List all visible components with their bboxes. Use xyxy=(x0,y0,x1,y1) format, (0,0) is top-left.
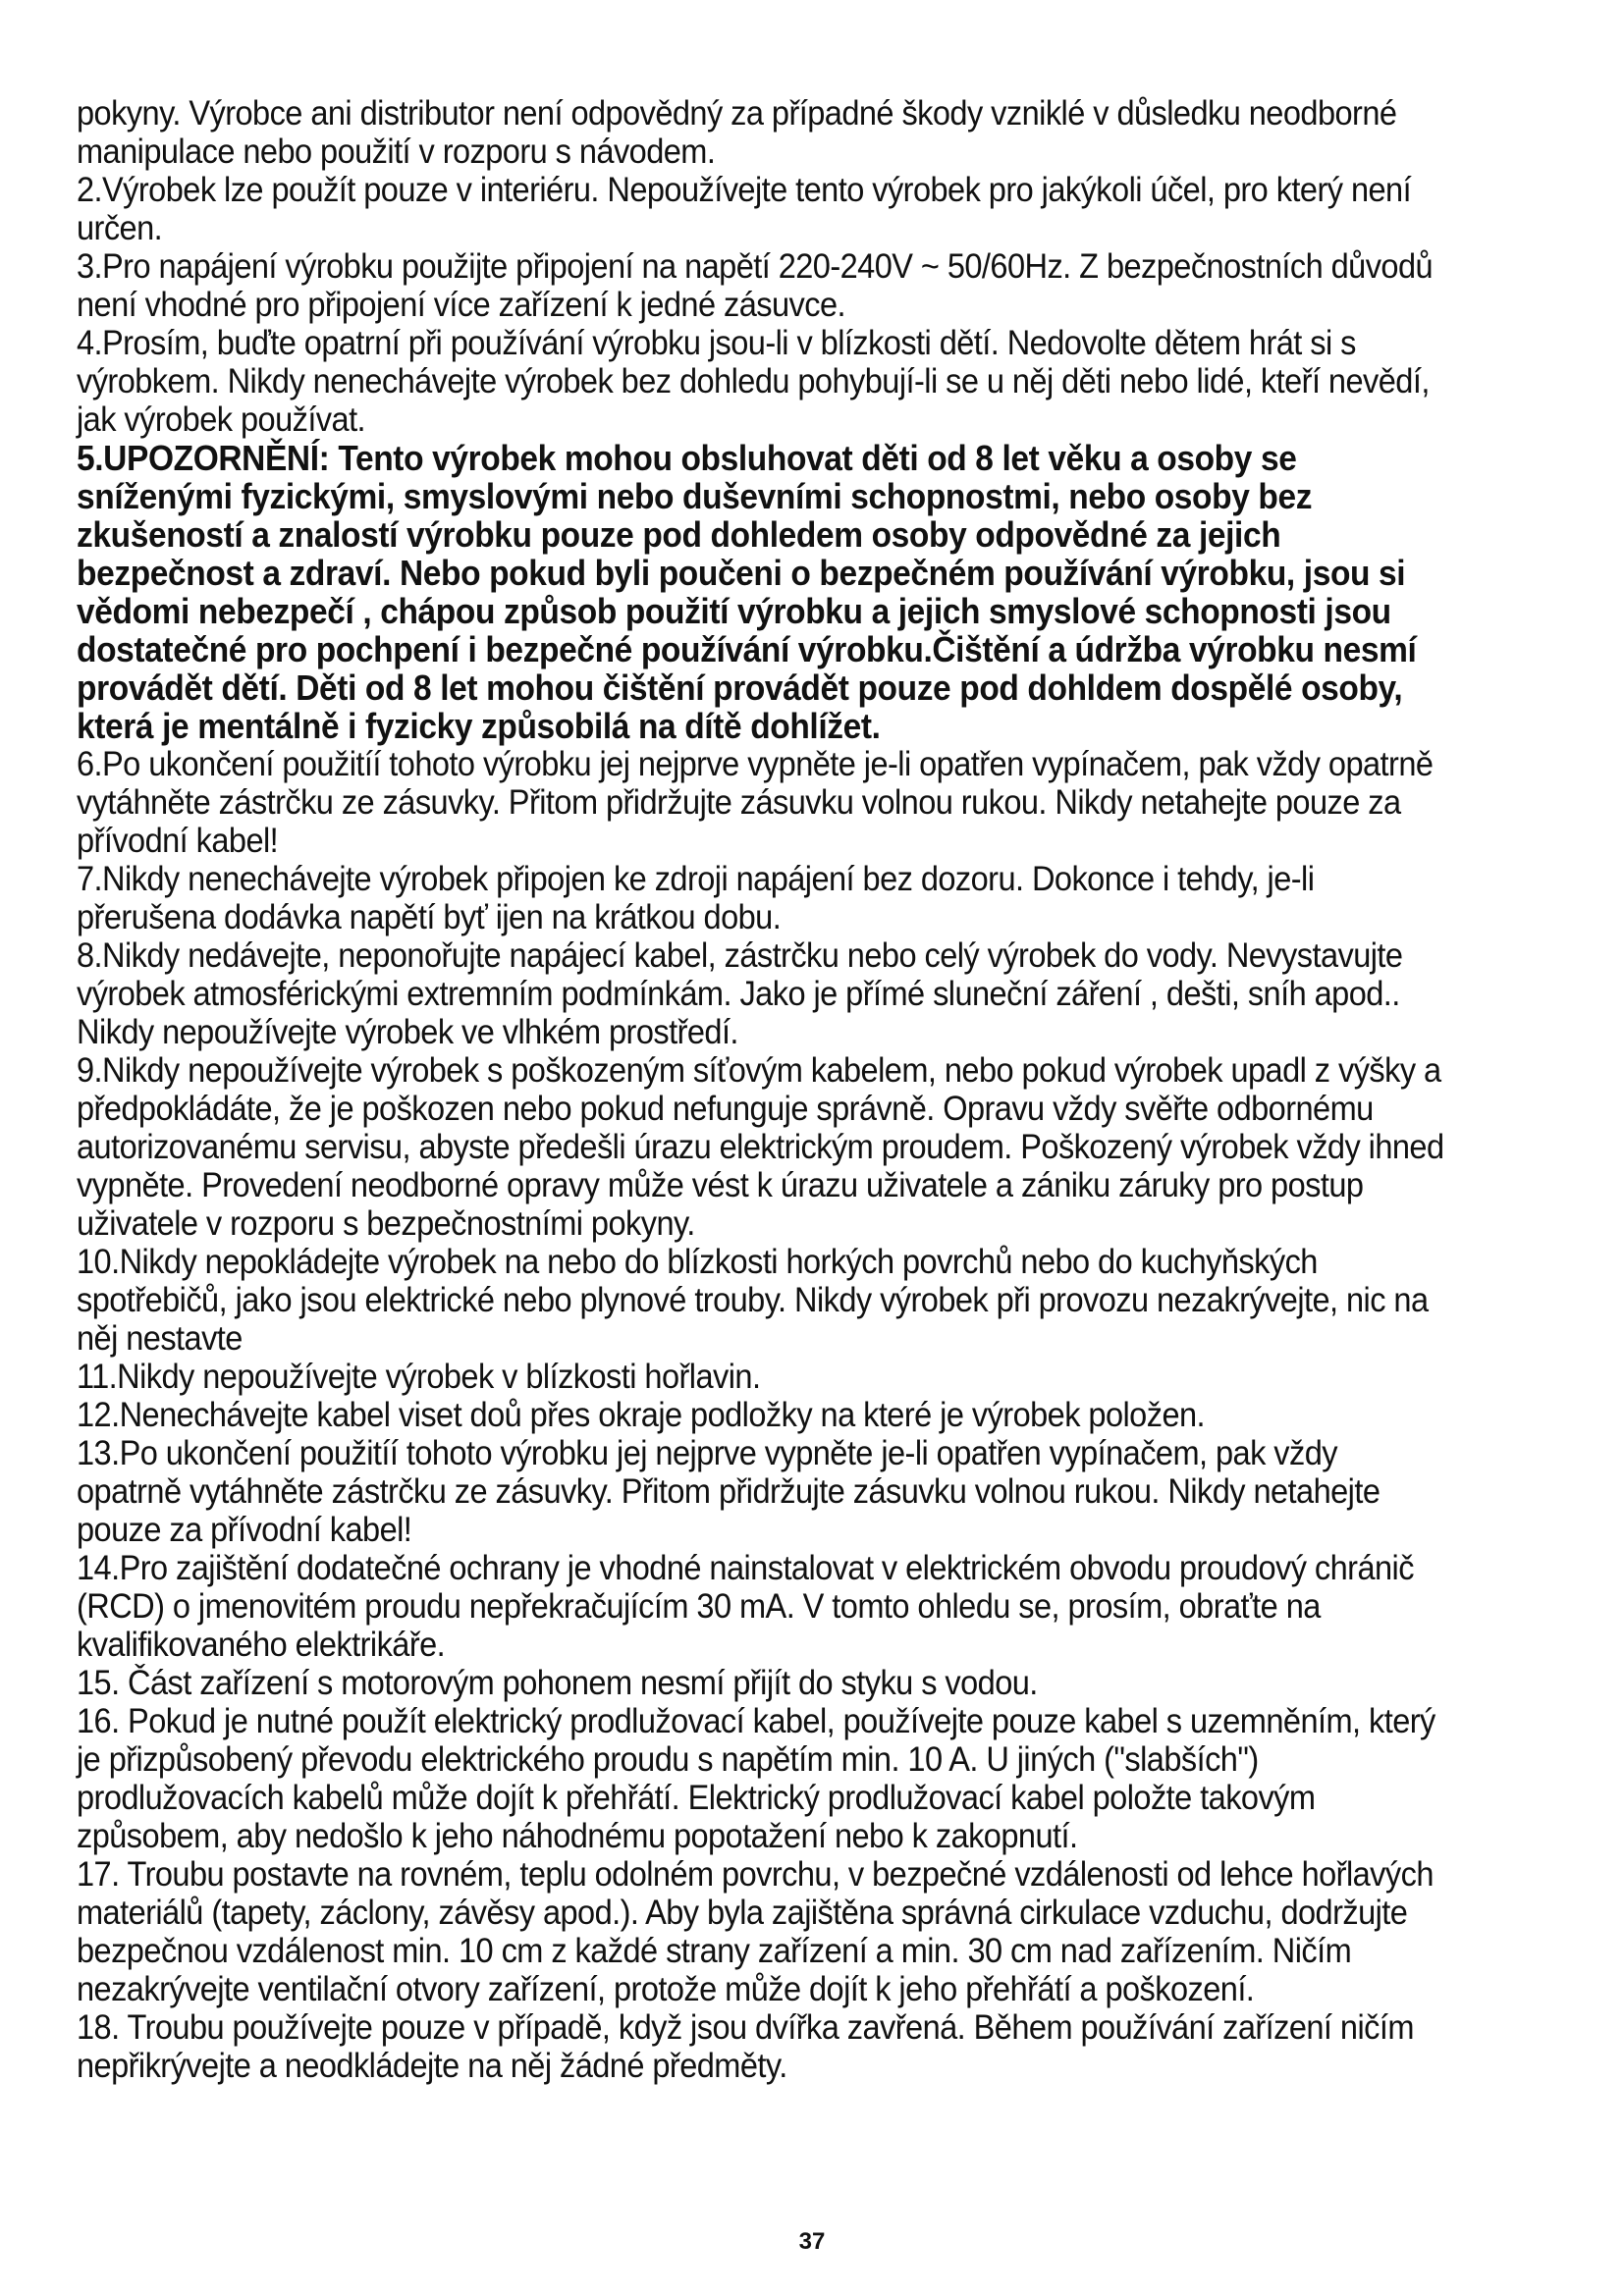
paragraph-9: 9.Nikdy nepoužívejte výrobek s poškozeným síťovým kabelem, nebo pokud výrobek upadl z výšky a předpokládáte, že je poškozen nebo pokud nefunguje správně. Opravu vždy svěřte odbornému autorizovanému servisu, abyste předešli úrazu elektrickým proudem. Poškozený výrobek vždy ihned vypněte. Provedení neodborné opravy může vést k úrazu uživatele a zániku záruky pro postup uživatele v rozporu s bezpečnostními pokyny. xyxy=(77,1051,1444,1243)
paragraph-15: 15. Část zařízení s motorovým pohonem nesmí přijít do styku s vodou. xyxy=(77,1664,1038,1702)
paragraph-2: 2.Výrobek lze použít pouze v interiéru. Nepoužívejte tento výrobek pro jakýkoli účel, pro který není určen. xyxy=(77,171,1412,247)
safety-instructions-text xyxy=(77,94,1446,2085)
paragraph-16: 16. Pokud je nutné použít elektrický prodlužovací kabel, používejte pouze kabel s uzemněním, který je přizpůsobený převodu elektrického proudu s napětím min. 10 A. U jiných ("slabších") prodlužovacích kabelů může dojít k přehřátí. Elektrický prodlužovací kabel položte takovým způsobem, aby nedošlo k jeho náhodnému popotažení nebo k zakopnutí. xyxy=(77,1702,1435,1855)
paragraph-5-warning: 5.UPOZORNĚNÍ: Tento výrobek mohou obsluhovat děti od 8 let věku a osoby se sníženými fyzickými, smyslovými nebo duševními schopnostmi, nebo osoby bez zkušeností a znalostí výrobku pouze pod dohledem osoby odpovědné za jejich bezpečnost a zdraví. Nebo pokud byli poučeni o bezpečném používání výrobku, jsou si vědomi nebezpečí , chápou způsob použití výrobku a jejich smyslové schopnosti jsou dostatečné pro pochpení i bezpečné používání výrobku.Čištění a údržba výrobku nesmí provádět dětí. Děti od 8 let mohou čištění provádět pouze pod dohldem dospělé osoby, která je mentálně i fyzicky způsobilá na dítě dohlížet. xyxy=(77,438,1417,746)
paragraph-3: 3.Pro napájení výrobku použijte připojení na napětí 220-240V ~ 50/60Hz. Z bezpečnostních důvodů není vhodné pro připojení více zařízení k jedné zásuvce. xyxy=(77,247,1434,324)
paragraph-18: 18. Troubu používejte pouze v případě, když jsou dvířka zavřená. Během používání zařízení ničím nepřikrývejte a neodkládejte na něj žádné předměty. xyxy=(77,2008,1414,2085)
paragraph-4: 4.Prosím, buďte opatrní při používání výrobku jsou-li v blízkosti dětí. Nedovolte dětem hrát si s výrobkem. Nikdy nenechávejte výrobek bez dohledu pohybují-li se u něj děti nebo lidé, kteří nevědí, jak výrobek používat. xyxy=(77,324,1430,439)
paragraph-17: 17. Troubu postavte na rovném, teplu odolném povrchu, v bezpečné vzdálenosti od lehce hořlavých materiálů (tapety, záclony, závěsy apod.). Aby byla zajištěna správná cirkulace vzduchu, dodržujte bezpečnou vzdálenost min. 10 cm z každé strany zařízení a min. 30 cm nad zařízením. Ničím nezakrývejte ventilační otvory zařízení, protože může dojít k jeho přehřátí a poškození. xyxy=(77,1855,1434,2008)
page-number: 37 xyxy=(798,2228,826,2255)
paragraph-12: 12.Nenechávejte kabel viset doů přes okraje podložky na které je výrobek položen. xyxy=(77,1396,1206,1434)
paragraph-8: 8.Nikdy nedávejte, neponořujte napájecí kabel, zástrčku nebo celý výrobek do vody. Nevystavujte výrobek atmosférickými extremním podmínkám. Jako je přímé sluneční záření , dešti, sníh apod.. Nikdy nepoužívejte výrobek ve vlhkém prostředí. xyxy=(77,936,1403,1051)
paragraph-7: 7.Nikdy nenechávejte výrobek připojen ke zdroji napájení bez dozoru. Dokonce i tehdy, je-li přerušena dodávka napětí byť ijen na krátkou dobu. xyxy=(77,860,1315,936)
paragraph-6: 6.Po ukončení použitíí tohoto výrobku jej nejprve vypněte je-li opatřen vypínačem, pak vždy opatrně vytáhněte zástrčku ze zásuvky. Přitom přidržujte zásuvku volnou rukou. Nikdy netahejte pouze za přívodní kabel! xyxy=(77,745,1434,860)
paragraph-11: 11.Nikdy nepoužívejte výrobek v blízkosti hořlavin. xyxy=(77,1358,761,1396)
paragraph-13: 13.Po ukončení použitíí tohoto výrobku jej nejprve vypněte je-li opatřen vypínačem, pak vždy opatrně vytáhněte zástrčku ze zásuvky. Přitom přidržujte zásuvku volnou rukou. Nikdy netahejte pouze za přívodní kabel! xyxy=(77,1434,1380,1549)
paragraph-continuation: pokyny. Výrobce ani distributor není odpovědný za případné škody vzniklé v důsledku neodborné manipulace nebo použití v rozporu s návodem. xyxy=(77,94,1397,171)
paragraph-10: 10.Nikdy nepokládejte výrobek na nebo do blízkosti horkých povrchů nebo do kuchyňských spotřebičů, jako jsou elektrické nebo plynové trouby. Nikdy výrobek při provozu nezakrývejte, nic na něj nestavte xyxy=(77,1243,1429,1358)
paragraph-14: 14.Pro zajištění dodatečné ochrany je vhodné nainstalovat v elektrickém obvodu proudový chránič (RCD) o jmenovitém proudu nepřekračujícím 30 mA. V tomto ohledu se, prosím, obraťte na kvalifikovaného elektrikáře. xyxy=(77,1549,1414,1664)
